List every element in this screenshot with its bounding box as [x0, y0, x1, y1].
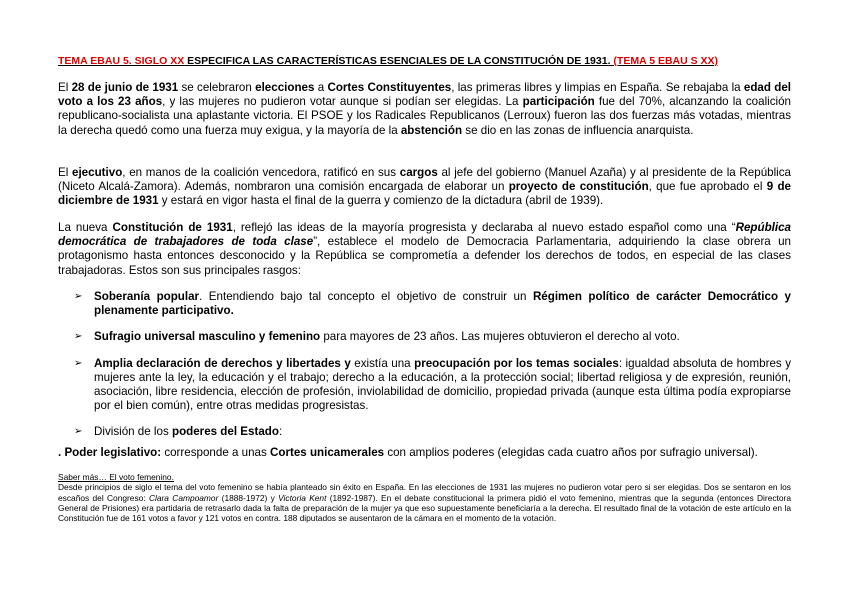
- list-item: ➢ Sufragio universal masculino y femenino para mayores de 23 años. Las mujeres obtuvieron el derecho al voto.: [74, 330, 680, 344]
- arrow-bullet-icon: ➢: [74, 357, 83, 369]
- title-question: ESPECIFICA LAS CARACTERÍSTICAS ESENCIALES DE LA CONSTITUCIÓN DE 1931.: [184, 55, 611, 67]
- title-reference: (TEMA 5 EBAU S XX): [610, 55, 719, 67]
- title-topic: TEMA EBAU 5. SIGLO XX: [58, 55, 185, 67]
- note-title: Saber más… El voto femenino.: [58, 472, 174, 482]
- paragraph-elections: El 28 de junio de 1931 se celebraron elecciones a Cortes Constituyentes, las primeras libres y limpias en España. Se rebajaba la edad del voto a los 23 años, y las mujeres no pudieron votar aunque si podían ser elegidas. La participación fue del 70%, alcanzando la coalición republicano-socialista una aplastante victoria. El PSOE y los Radicales Republicanos (Lerroux) fueron las dos fuerzas más votadas, mientras la derecha quedó como una fuerza muy exigua, y la mayoría de la abstención se dio en las zonas de influencia anarquista.: [58, 81, 792, 137]
- list-item: ➢ Amplia declaración de derechos y libertades y existía una preocupación por los temas sociales: igualdad absoluta de hombres y mujeres ante la ley, la educación y el trabajo; derecho a la educación, a la protección social; libertad religiosa y de expresión, reunión, asociación, libre residencia, elección de profesión, inviolabilidad de domicilio, propiedad privada (aunque esta última podía expropiarse por el bien común), entre otras medidas progresistas.: [74, 356, 792, 413]
- note-female-vote: Saber más… El voto femenino. Desde principios de siglo el tema del voto femenino se había planteado sin éxito en España. En las elecciones de 1931 las mujeres no pudieron votar pero si ser elegidas. Dos se sentaron en los escaños del Congreso: Clara Campoamor (1888-1972) y Victoria Kent (1892-1987). En el debate constitucional la primera pidió el voto femenino, mientras que la segunda (entonces Directora General de Prisiones) era partidaria de retrasarlo dada la falta de preparación de la mujer ya que eso supuestamente beneficiaría a la derecha. El resultado final de la votación de este artículo en la Constitución fue de 161 votos a favor y 121 votos en contra. 188 diputados se ausentaron de la cámara en el momento de la votación.: [58, 472, 791, 524]
- document-title: [58, 55, 798, 67]
- paragraph-executive: El ejecutivo, en manos de la coalición vencedora, ratificó en sus cargos al jefe del gobierno (Manuel Azaña) y al presidente de la República (Niceto Alcalá-Zamora). Además, nombraron una comisión encargada de elaborar un proyecto de constitución, que fue aprobado el 9 de diciembre de 1931 y estará en vigor hasta el final de la guerra y comienzo de la dictadura (abril de 1939).: [58, 166, 791, 208]
- list-item: ➢ División de los poderes del Estado:: [74, 425, 283, 439]
- arrow-bullet-icon: ➢: [74, 331, 83, 343]
- features-list: [58, 290, 791, 452]
- paragraph-legislative: . Poder legislativo: corresponde a unas Cortes unicamerales con amplios poderes (elegidas cada cuatro años por sufragio universal).: [58, 446, 758, 459]
- paragraph-constitution: La nueva Constitución de 1931, reflejó las ideas de la mayoría progresista y declaraba al nuevo estado español como una “República democrática de trabajadores de toda clase”, establece el modelo de Democracia Parlamentaria, adquiriendo la clase obrera un protagonismo hasta entonces desconocido y la República se comprometía a defender los derechos de todos, en especial de las clases trabajadoras. Estos son sus principales rasgos:: [58, 221, 791, 277]
- list-item: ➢ Soberanía popular. Entendiendo bajo tal concepto el objetivo de construir un Régimen político de carácter Democrático y plenamente participativo.: [74, 290, 791, 318]
- arrow-bullet-icon: ➢: [74, 291, 83, 302]
- arrow-bullet-icon: ➢: [74, 426, 83, 438]
